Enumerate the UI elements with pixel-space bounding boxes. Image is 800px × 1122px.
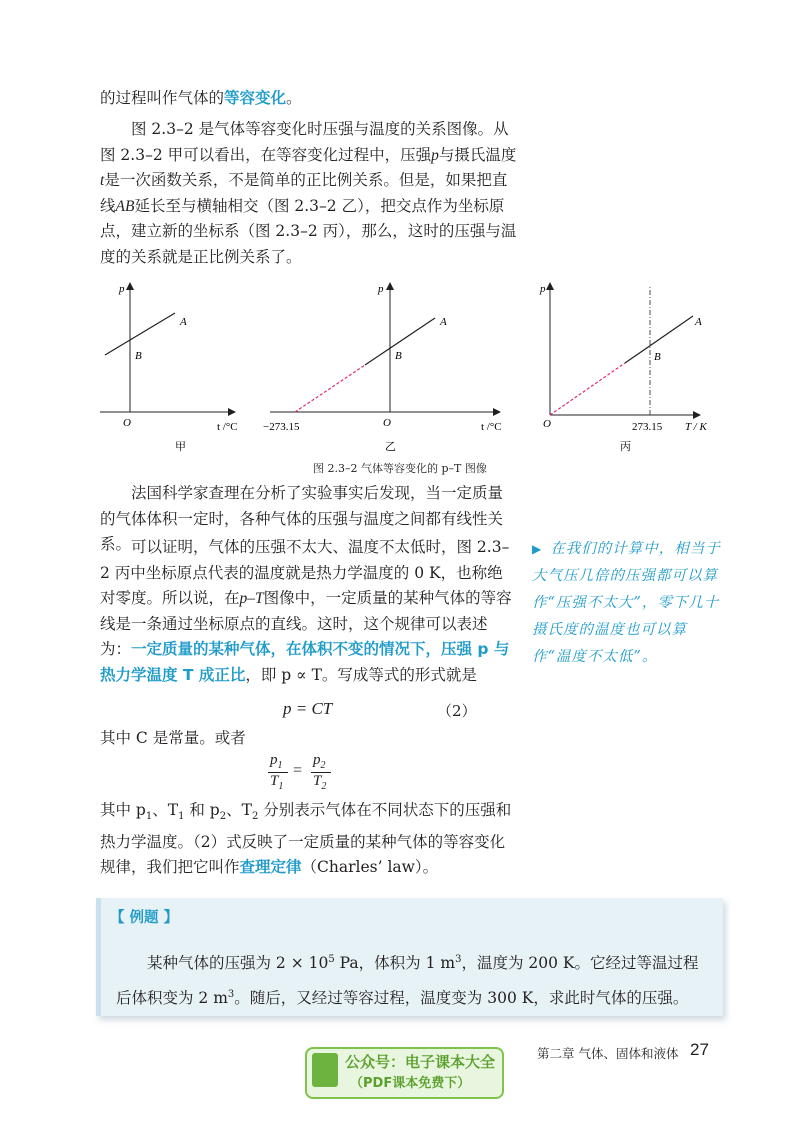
panel-yi bbox=[263, 283, 502, 453]
figure-caption: 图 2.3–2 气体等容变化的 p–T 图像 bbox=[313, 462, 487, 475]
extrapolated-line bbox=[550, 363, 625, 415]
law-statement: 一定质量的某种气体，在体积不变的情况下，压强 p 与热力学温度 T 成正比 bbox=[100, 640, 510, 684]
point-a-label: A bbox=[440, 316, 447, 328]
tick-label: 273.15 bbox=[632, 421, 663, 433]
paragraph-charles-law: 其中 $p_1$、$T_1$ 和 $p_2$、$T_2$ 分别表示气体在不同状态下的压强和热力学温度。（2）式反映了一定质量的某种气体的等容变化规律，我们把它叫作查理定律（Charles’ law）。 bbox=[100, 801, 512, 877]
paragraph-constant: 其中 C 是常量。或者 bbox=[100, 729, 246, 747]
example-text: 某种气体的压强为 $2 \times 10^5$ Pa，体积为 1 $m^3$，温度为 200 K。它经过等温过程后体积变为 2 $m^3$。随后，又经过等容过程，温度变为 300 K，求此时气体的压强。 bbox=[116, 954, 699, 1008]
point-b-label: B bbox=[395, 350, 402, 362]
panel-label: 乙 bbox=[385, 440, 396, 453]
side-note: ▶ 在我们的计算中，相当于大气压几倍的压强都可以算作“压强不太大”，零下几十摄氏度的温度也可以算作“温度不太低”。 bbox=[532, 541, 721, 665]
point-b-label: B bbox=[135, 350, 142, 362]
isochore-line bbox=[105, 313, 175, 355]
term-isochoric: 等容变化 bbox=[224, 89, 287, 107]
paragraph-figure-description: 图 2.3–2 是气体等容变化时压强与温度的关系图像。从图 2.3–2 甲可以看出，在等容变化过程中，压强p与摄氏温度t是一次函数关系，不是简单的正比例关系。但是，如果把直线AB延长至与横轴相交（图 2.3–2 乙），把交点作为坐标原点，建立新的坐标系（图 2.3–2 丙），那么，这时的压强与温度的关系就是正比例关系了。 bbox=[100, 120, 517, 266]
equation-p-ct: p = CT bbox=[283, 699, 333, 718]
equation-number: （2） bbox=[437, 702, 477, 720]
book-icon bbox=[312, 1053, 338, 1087]
extrapolated-line bbox=[295, 365, 365, 412]
example-title: 【 例题 】 bbox=[110, 910, 179, 926]
paragraph-absolute-zero: 可以证明，气体的压强不太大、温度不太低时，图 2.3–2 丙中坐标原点代表的温度就是热力学温度的 0 K，也称绝对零度。所以说，在p–T图像中，一定质量的某种气体的等容线是一条通过坐标原点的直线。这时，这个规律可以表述为：一定质量的某种气体，在体积不变的情况下，压强 p 与热力学温度 T 成正比，即 p ∝ T。写成等式的形式就是 bbox=[100, 538, 512, 684]
watermark-line1: 公众号：电子课本大全 bbox=[345, 1053, 496, 1071]
page-number: 27 bbox=[690, 1040, 709, 1059]
x-label: T / K bbox=[685, 421, 707, 433]
equation-ratio: $p_1$ $T_1$ = $p_2$ $T_2$ bbox=[266, 752, 338, 792]
point-b-label: B bbox=[654, 351, 661, 363]
y-label: p bbox=[378, 283, 384, 295]
point-a-label: A bbox=[695, 316, 702, 328]
y-label: p bbox=[119, 283, 125, 295]
panel-label: 甲 bbox=[175, 440, 186, 453]
panel-label: 丙 bbox=[620, 440, 631, 453]
point-a-label: A bbox=[180, 316, 187, 328]
x-label: t /°C bbox=[217, 421, 238, 433]
y-label: p bbox=[540, 283, 546, 295]
origin-label: O bbox=[123, 417, 131, 429]
paragraph-charles-discovery: 法国科学家查理在分析了实验事实后发现，当一定质量的气体体积一定时，各种气体的压强与温度之间都有线性关系。 bbox=[100, 484, 504, 553]
figure-pt-graphs bbox=[95, 275, 515, 460]
panel-jia bbox=[100, 283, 238, 453]
watermark-line2: （PDF课本免费下） bbox=[350, 1076, 471, 1091]
term-charles-law: 查理定律 bbox=[239, 858, 302, 877]
intercept-label: −273.15 bbox=[263, 421, 300, 433]
triangle-right-icon: ▶ bbox=[532, 542, 543, 556]
origin-label: O bbox=[383, 417, 391, 429]
x-label: t /°C bbox=[481, 421, 502, 433]
paragraph-intro: 的过程叫作气体的等容变化。 bbox=[100, 89, 302, 107]
figure-panel-bing bbox=[535, 275, 725, 460]
footer-chapter: 第二章 气体、固体和液体 bbox=[537, 1046, 679, 1061]
origin-label: O bbox=[543, 418, 551, 430]
